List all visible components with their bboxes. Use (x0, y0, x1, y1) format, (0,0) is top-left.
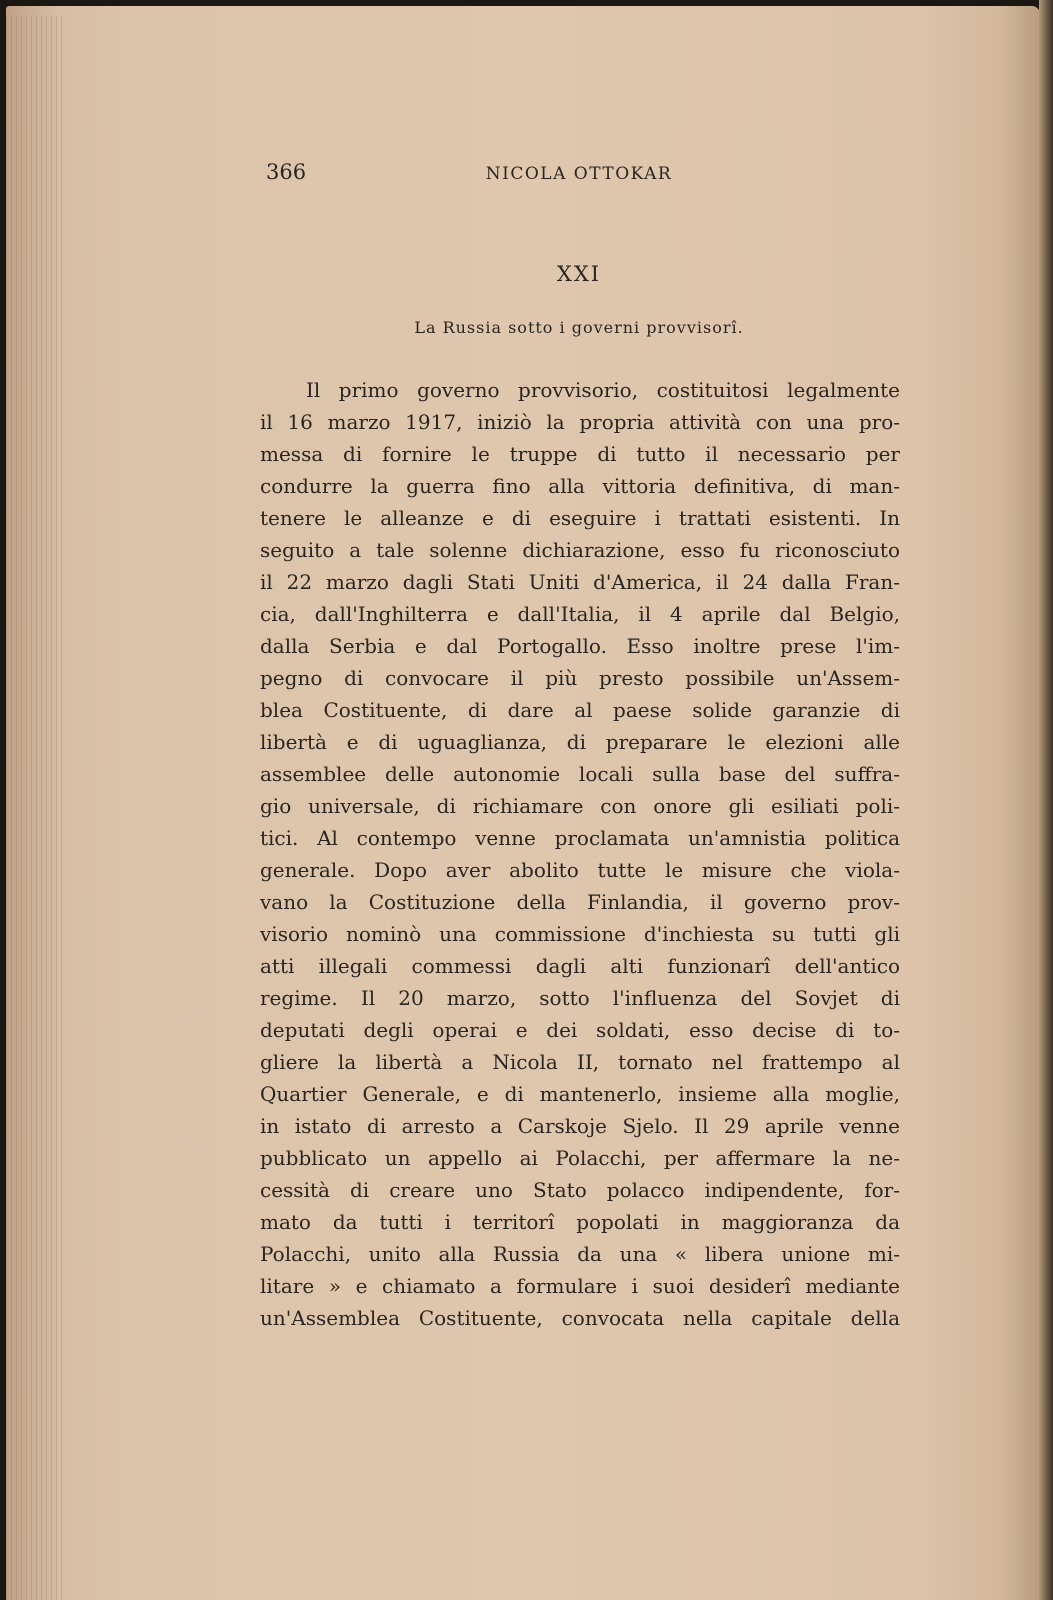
text-line: generale. Dopo aver abolito tutte le misure che viola- (260, 858, 900, 882)
text-line: il 22 marzo dagli Stati Uniti d'America, il 24 dalla Fran- (260, 570, 900, 594)
text-line: dalla Serbia e dal Portogallo. Esso inoltre prese l'im- (260, 634, 900, 658)
text-line: cia, dall'Inghilterra e dall'Italia, il 4 aprile dal Belgio, (260, 602, 900, 626)
text-line: pegno di convocare il più presto possibile un'Assem- (260, 666, 900, 690)
text-line: mato da tutti i territorî popolati in maggioranza da (260, 1210, 900, 1234)
text-line: atti illegali commessi dagli alti funzionarî dell'antico (260, 954, 900, 978)
text-line: tici. Al contempo venne proclamata un'amnistia politica (260, 826, 900, 850)
chapter-number: XXI (556, 262, 602, 286)
text-line: condurre la guerra fino alla vittoria definitiva, di man- (260, 474, 900, 498)
text-line: visorio nominò una commissione d'inchiesta su tutti gli (260, 922, 900, 946)
text-line: litare » e chiamato a formulare i suoi desiderî mediante (260, 1274, 900, 1298)
chapter-title: La Russia sotto i governi provvisorî. (414, 318, 744, 337)
text-line: vano la Costituzione della Finlandia, il governo prov- (260, 890, 900, 914)
text-line: messa di fornire le truppe di tutto il necessario per (260, 442, 900, 466)
text-line: deputati degli operai e dei soldati, esso decise di to- (260, 1018, 900, 1042)
page-edges (6, 16, 66, 1600)
text-line: gliere la libertà a Nicola II, tornato nel frattempo al (260, 1050, 900, 1074)
text-line: Il primo governo provvisorio, costituitosi legalmente (306, 378, 900, 402)
text-line: seguito a tale solenne dichiarazione, esso fu riconosciuto (260, 538, 900, 562)
text-line: regime. Il 20 marzo, sotto l'influenza del Sovjet di (260, 986, 900, 1010)
running-head: NICOLA OTTOKAR (485, 164, 673, 184)
text-line: cessità di creare uno Stato polacco indipendente, for- (260, 1178, 900, 1202)
text-line: un'Assemblea Costituente, convocata nella capitale della (260, 1306, 900, 1330)
text-line: Quartier Generale, e di mantenerlo, insieme alla moglie, (260, 1082, 900, 1106)
text-line: in istato di arresto a Carskoje Sjelo. Il 29 aprile venne (260, 1114, 900, 1138)
text-line: blea Costituente, di dare al paese solide garanzie di (260, 698, 900, 722)
body-text (260, 374, 900, 1334)
page-header (266, 160, 892, 190)
text-line: gio universale, di richiamare con onore gli esiliati poli- (260, 794, 900, 818)
book-edge (1039, 0, 1053, 1600)
text-line: il 16 marzo 1917, iniziò la propria attività con una pro- (260, 410, 900, 434)
text-line: Polacchi, unito alla Russia da una « libera unione mi- (260, 1242, 900, 1266)
text-line: libertà e di uguaglianza, di preparare le elezioni alle (260, 730, 900, 754)
text-line: pubblicato un appello ai Polacchi, per affermare la ne- (260, 1146, 900, 1170)
text-line: assemblee delle autonomie locali sulla base del suffra- (260, 762, 900, 786)
text-line: tenere le alleanze e di eseguire i trattati esistenti. In (260, 506, 900, 530)
page-number: 366 (266, 160, 307, 184)
